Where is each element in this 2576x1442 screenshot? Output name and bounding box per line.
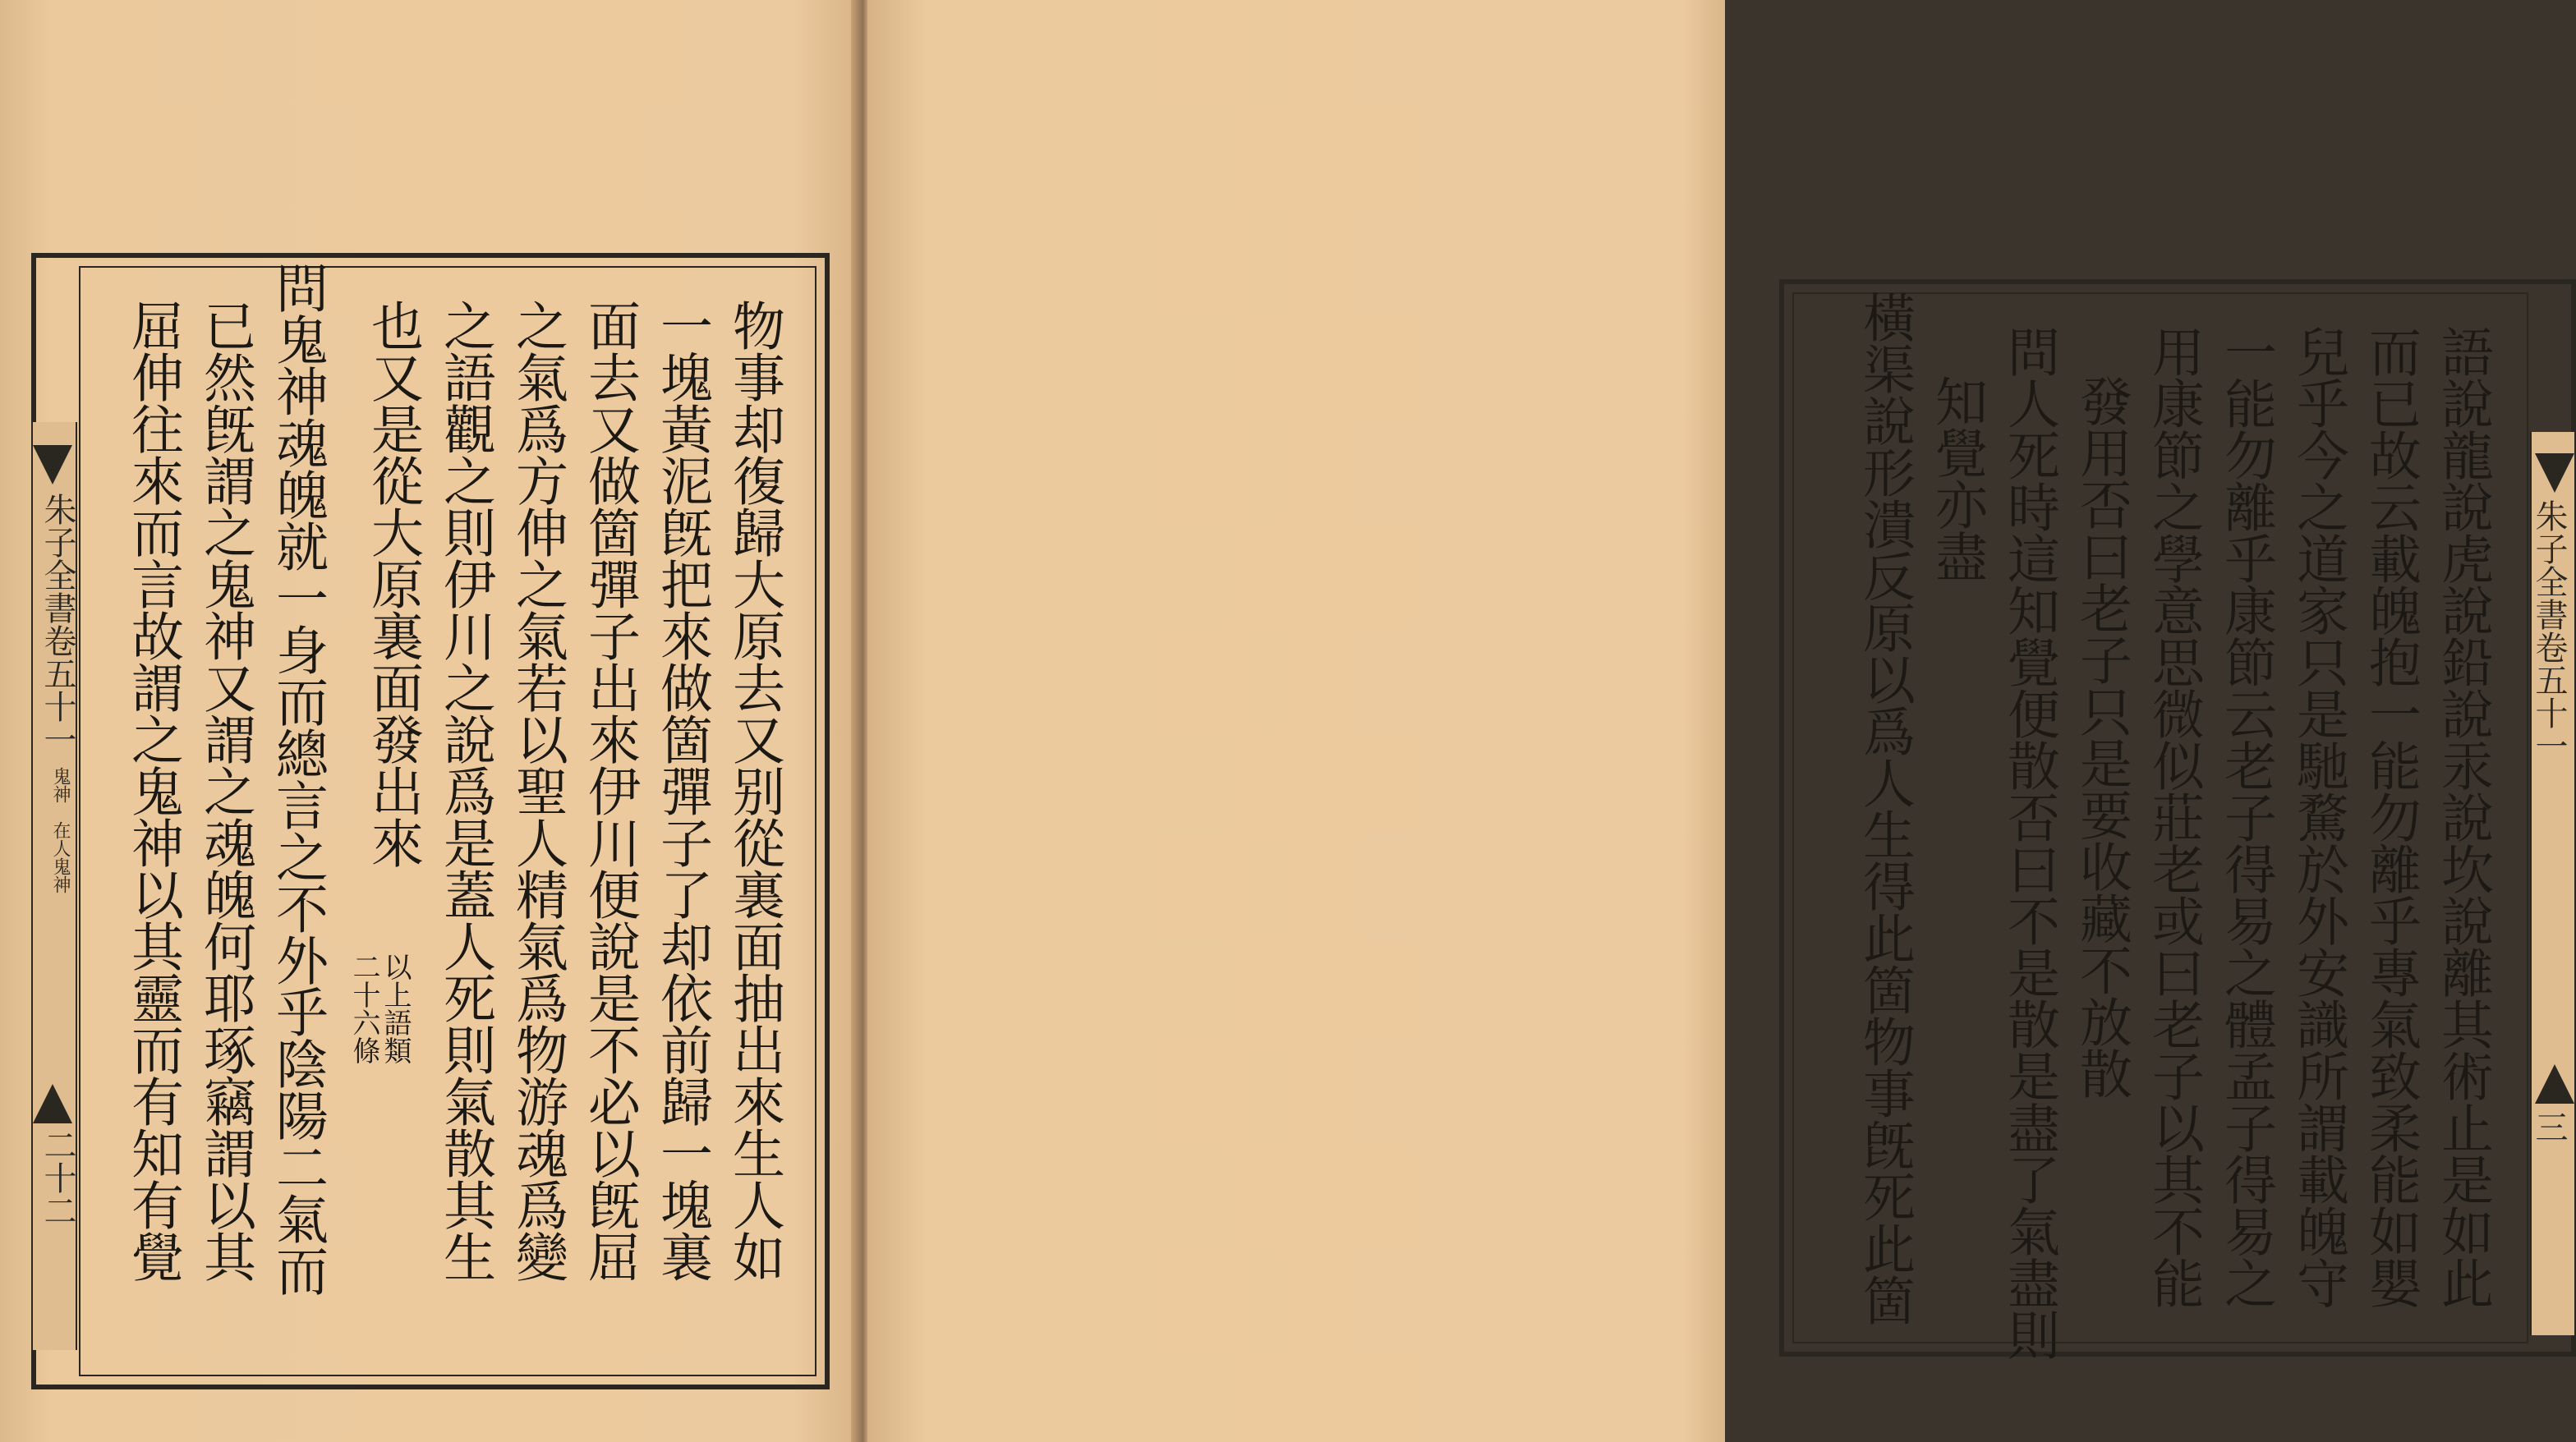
right-page-frame — [1779, 279, 2576, 1360]
text-column: 問鬼神魂魄就一身而總言之不外乎陰陽二氣而 — [267, 261, 328, 1296]
text-column: 發用否曰老子只是要收藏不放散 — [2071, 374, 2132, 1099]
text-column: 一塊黃泥旣把來做箇彈子了却依前歸一塊裏 — [651, 299, 712, 1282]
left-margin-title: 朱子全書卷五十一 — [39, 493, 76, 755]
annotation-note: 二十六條 — [347, 953, 380, 1064]
text-column: 兒乎今之道家只是馳騖於外安識所謂載魄守 — [2288, 325, 2348, 1308]
text-column: 問人死時這知覺便散否曰不是散是盡了氣盡則 — [1999, 325, 2059, 1360]
text-column: 橫渠說形潰反原以爲人生得此箇物事旣死此箇 — [1854, 291, 1915, 1325]
left-page — [0, 0, 861, 1442]
left-page-frame — [31, 253, 830, 1389]
annotation-note: 以上語類 — [379, 953, 412, 1064]
text-column: 之氣爲方伸之氣若以聖人精氣爲物游魂爲變 — [507, 299, 568, 1282]
left-folio-number: 二十二 — [39, 1128, 76, 1227]
right-page — [867, 0, 2568, 1442]
text-column: 已然旣謂之鬼神又謂之魂魄何耶琢竊謂以其 — [195, 299, 255, 1282]
text-column: 知覺亦盡 — [1926, 374, 1987, 581]
text-column: 一能勿離乎康節云老子得易之體孟子得易之 — [2215, 325, 2276, 1308]
left-margin-section: 鬼神 在人鬼神 — [50, 767, 71, 893]
text-column: 語說龍說虎說鉛說汞說坎說離其術止是如此 — [2432, 325, 2493, 1308]
text-column: 屈伸往來而言故謂之鬼神以其靈而有知有覺 — [122, 299, 183, 1282]
text-column: 也又是從大原裏面發出來 — [362, 299, 423, 868]
text-column: 之語觀之則伊川之說爲是蓋人死則氣散其生 — [435, 299, 495, 1282]
text-column: 物事却復歸大原去又别從裏面抽出來生人如 — [724, 299, 784, 1282]
text-column: 面去又做箇彈子出來伊川便說是不必以旣屈 — [579, 299, 640, 1282]
right-margin-title: 朱子全書卷五十一 — [2530, 499, 2568, 762]
text-column: 而已故云載魄抱一能勿離乎專氣致柔能如嬰 — [2360, 325, 2421, 1308]
text-column: 用康節之學意思微似莊老或曰老子以其不能 — [2143, 325, 2204, 1308]
right-folio-number: 三 — [2530, 1110, 2568, 1143]
